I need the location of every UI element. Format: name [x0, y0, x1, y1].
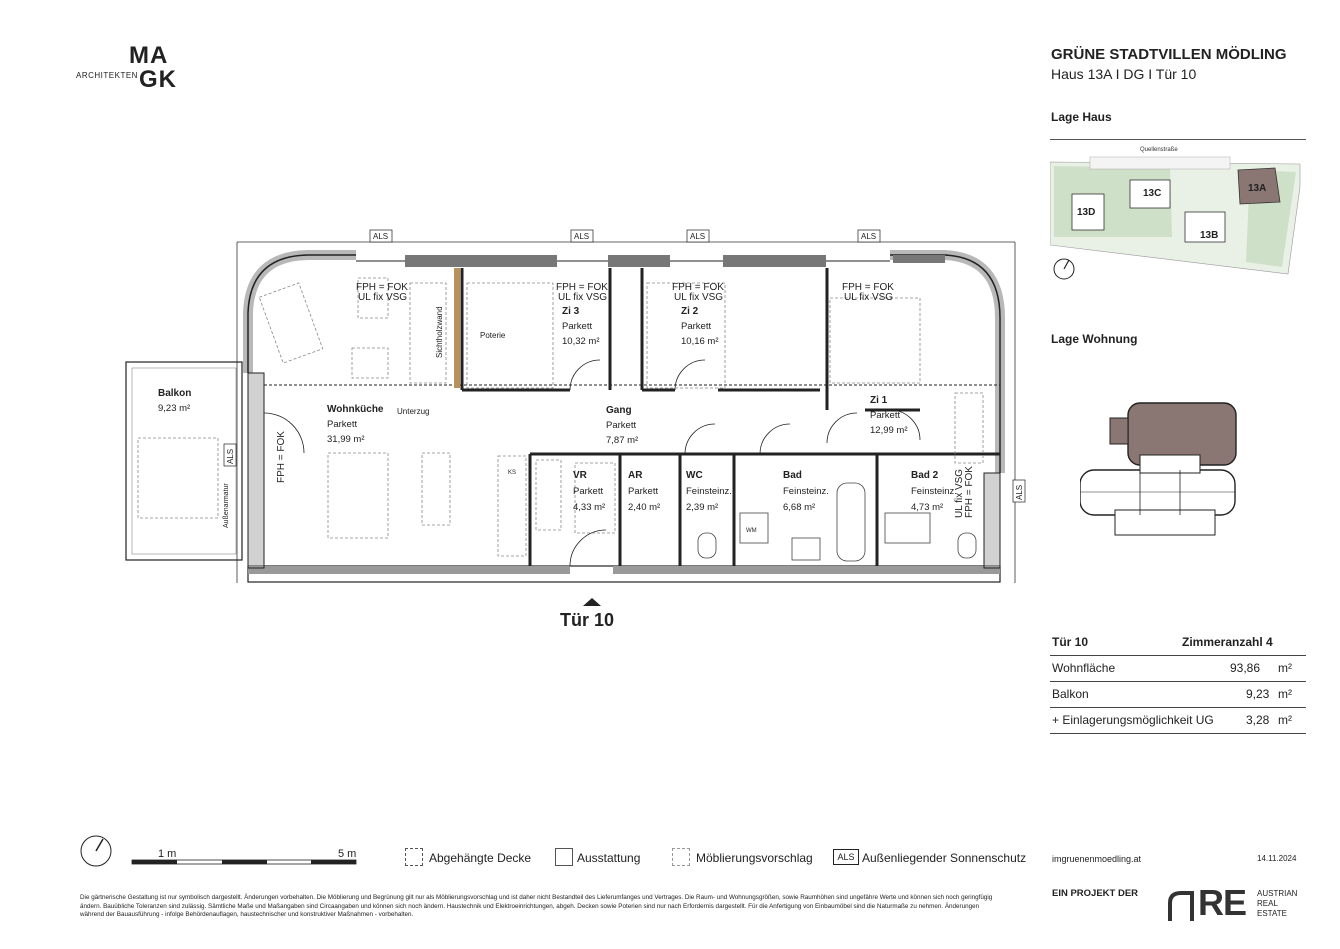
room-area: 31,99 m²: [327, 434, 365, 445]
project-title: GRÜNE STADTVILLEN MÖDLING: [1051, 46, 1287, 63]
ul-label: UL fix VSG: [844, 292, 894, 303]
room-floor: Feinsteinz.: [783, 486, 829, 497]
room-floor: Parkett: [606, 420, 637, 431]
room-name: Bad 2: [911, 470, 939, 481]
room-name: VR: [573, 470, 587, 481]
scale-label-5m: 5 m: [338, 848, 357, 860]
als-label-1: ALS: [373, 232, 389, 241]
legend-moeblierung-label: Möblierungsvorschlag: [696, 851, 813, 865]
are-logo: [1166, 882, 1306, 923]
divider: [1050, 139, 1306, 140]
room-area: 6,68 m²: [783, 502, 816, 513]
room-area: 4,73 m²: [911, 502, 944, 513]
summary-label: Wohnfläche: [1052, 661, 1116, 675]
scale-bar: [130, 846, 360, 868]
room-name: Zi 2: [681, 306, 699, 317]
room-name: Gang: [606, 405, 632, 416]
summary-value: 9,23: [1246, 687, 1270, 701]
summary-value: 93,86: [1230, 661, 1261, 675]
house-13d: 13D: [1077, 207, 1096, 218]
summary-row: [1050, 707, 1306, 734]
summary-value: 3,28: [1246, 713, 1270, 727]
fph-label: FPH = FOK: [356, 282, 408, 293]
sichtholzwand-label: Sichtholzwand: [435, 306, 444, 358]
room-name: Balkon: [158, 388, 192, 399]
room-floor: Parkett: [870, 410, 901, 421]
room-area: 2,39 m²: [686, 502, 719, 513]
summary-header: [1050, 629, 1306, 656]
room-area: 4,33 m²: [573, 502, 606, 513]
date: 14.11.2024: [1257, 854, 1297, 863]
room-area: 10,16 m²: [681, 336, 719, 347]
entrance-arrow-icon: [583, 598, 601, 606]
room-area: 12,99 m²: [870, 425, 908, 436]
room-floor: Parkett: [562, 321, 593, 332]
summary-row: [1050, 681, 1306, 708]
legend-abgehaengte-label: Abgehängte Decke: [429, 851, 532, 865]
fph-label: FPH = FOK: [672, 282, 724, 293]
legend-als-box: ALS: [833, 849, 859, 865]
house-13c: 13C: [1143, 188, 1162, 199]
ul-label: UL fix VSG: [358, 292, 408, 303]
room-name: AR: [628, 470, 643, 481]
magk-logo: [76, 44, 186, 94]
scale-label-1m: 1 m: [158, 848, 177, 860]
lage-wohnung-label: Lage Wohnung: [1051, 332, 1138, 346]
room-floor: Parkett: [681, 321, 712, 332]
room-area: 7,87 m²: [606, 435, 639, 446]
room-area: 9,23 m²: [158, 403, 191, 414]
room-floor: Parkett: [628, 486, 659, 497]
als-label-2: ALS: [574, 232, 590, 241]
logo-bottom: GK: [139, 66, 177, 93]
summary-label: + Einlagerungsmöglichkeit UG: [1052, 713, 1214, 727]
room-name: Zi 3: [562, 306, 580, 317]
unterzug-label: Unterzug: [397, 407, 430, 416]
poterie-label: Poterie: [480, 331, 506, 340]
house-13a: 13A: [1248, 183, 1267, 194]
als-east: ALS: [1015, 484, 1024, 500]
summary-unit: m²: [1278, 687, 1292, 701]
legend-north-icon: [79, 834, 113, 868]
legend-ausstattung-icon: [555, 848, 573, 866]
logo-top: MA: [129, 42, 169, 69]
room-name: WC: [686, 470, 703, 481]
site-plan: [1050, 142, 1306, 282]
unit-key-plan: [1080, 400, 1240, 540]
floor-plan: [120, 228, 1040, 633]
ul-label: UL fix VSG: [558, 292, 608, 303]
lage-haus-label: Lage Haus: [1051, 110, 1112, 124]
ul-label: UL fix VSG: [674, 292, 724, 303]
legend-als-label: Außenliegender Sonnenschutz: [862, 851, 1027, 865]
legend-abgehaengte-icon: [405, 848, 423, 866]
summary-door: Tür 10: [1052, 635, 1089, 649]
summary-label: Balkon: [1052, 687, 1089, 701]
room-floor: Parkett: [327, 419, 358, 430]
room-floor: Feinsteinz.: [686, 486, 732, 497]
room-area: 2,40 m²: [628, 502, 661, 513]
legend-moeblierung-icon: [672, 848, 690, 866]
fph-fok-left: FPH = FOK: [276, 431, 287, 483]
are-letters: RE: [1198, 882, 1247, 923]
room-name: Wohnküche: [327, 404, 384, 415]
ul-right: UL fix VSG: [954, 468, 965, 518]
als-label-4: ALS: [861, 232, 877, 241]
summary-unit: m²: [1278, 713, 1292, 727]
als-label-3: ALS: [690, 232, 706, 241]
are-line-2: REAL: [1257, 899, 1278, 908]
als-balcony: ALS: [226, 448, 235, 464]
summary-row: [1050, 655, 1306, 682]
wm-label: WM: [746, 528, 757, 534]
room-floor: Feinsteinz.: [911, 486, 957, 497]
disclaimer: Die gärtnerische Gestaltung ist nur symbolisch dargestellt. Änderungen vorbehalten. Die Möblierung und Begrünung gilt nur als Möblierungsvorschlag und ist daher nicht Bestandteil des Lieferumfanges und Vertrages. Die Raum- und Wohnungsgrößen, sowie Raumhöhen sind ungefähre Werte und können sich noch geringfügig ändern. Bauübliche Toleranzen sind zulässig. Sämtliche Maße und Maßangaben sind Circaangaben und können sich noch ändern. Haustechnik und Elektroeinrichtungen, abgeh. Decken sowie Poterien sind nur nach Erfordernis dargestellt. Für die Anfertigung von Einbaumöbel sind die Naturmaße zu nehmen. Änderungen während der Bauausführung - infolge Behördenauflagen, haustechnischer und konstruktiver Maßnahmen - vorbehalten.: [80, 894, 993, 918]
summary-unit: m²: [1278, 661, 1292, 675]
logo-label: ARCHITEKTEN: [76, 71, 138, 80]
fph-fok-right: FPH = FOK: [964, 466, 975, 518]
are-a-icon: [1166, 887, 1196, 921]
website: imgruenenmoedling.at: [1052, 854, 1142, 864]
ks-label: KS: [508, 470, 517, 476]
summary-rooms: Zimmeranzahl 4: [1182, 635, 1273, 649]
room-area: 10,32 m²: [562, 336, 600, 347]
door-label: Tür 10: [560, 610, 615, 630]
are-line-1: AUSTRIAN: [1257, 889, 1298, 898]
room-floor: Parkett: [573, 486, 604, 497]
house-13b: 13B: [1200, 230, 1219, 241]
aussenarmatur-label: Außenarmatur: [223, 483, 230, 528]
room-name: Bad: [783, 470, 802, 481]
project-by: EIN PROJEKT DER: [1052, 888, 1139, 899]
site-street: Quellenstraße: [1140, 147, 1178, 153]
are-line-3: ESTATE: [1257, 909, 1287, 918]
fph-label: FPH = FOK: [842, 282, 894, 293]
project-subtitle: Haus 13A I DG I Tür 10: [1051, 66, 1197, 82]
legend-ausstattung-label: Ausstattung: [577, 851, 641, 865]
fph-label: FPH = FOK: [556, 282, 608, 293]
room-name: Zi 1: [870, 395, 888, 406]
